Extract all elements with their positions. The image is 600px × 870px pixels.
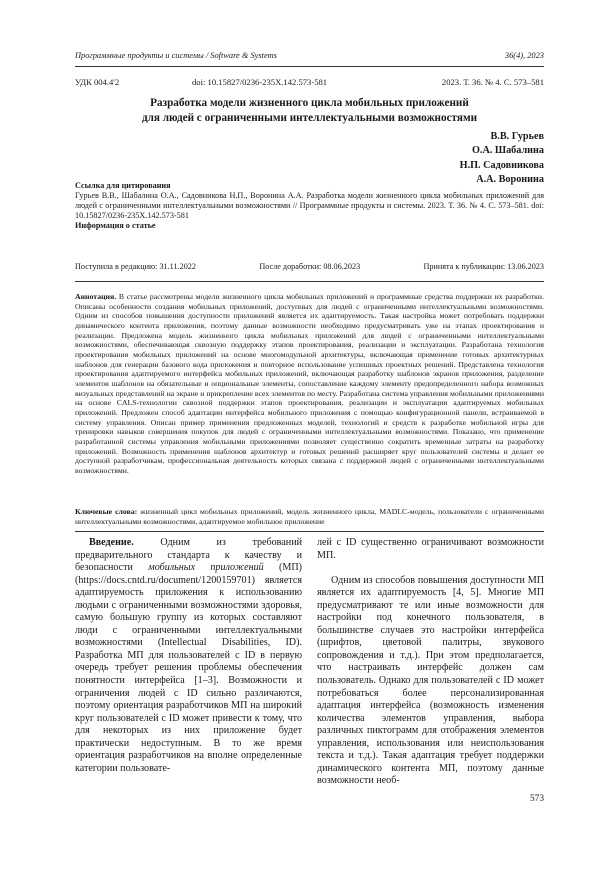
author-list xyxy=(460,130,544,188)
abstract xyxy=(75,292,544,476)
intro-italic-term: мобильных приложений xyxy=(148,562,264,574)
paragraph-continued: лей с ID существенно ограничивают возможности МП. xyxy=(317,537,544,561)
article-dates xyxy=(75,262,544,271)
keywords-text: жизненный цикл мобильных приложений, модель жизненного цикла, MADLC-модель, пользователи с ограниченными интеллектуальными возможностями, адаптируемое мобильное приложение xyxy=(75,507,544,526)
paragraph: Одним из способов повышения доступности МП является их адаптируемость [4, 5]. Многие МП предусматривают те или иные возможности для настройки под конечного пользователя, в большинстве случаев это настройки интерфейса (шрифтов, цветовой палитры, звукового сопровождения и т.д.). При этом предполагается, что настраивать интерфейс должен сам пользователь. Однако для пользователей с ID может потребоваться более персонализированная адаптация интерфейса (возможность изменения количества элементов управления, выбора различных пиктограмм для отображения элементов управления, использования или неиспользования текста и т.д.). Такая адаптация требует поддержки динамического контента МП, поэтому данные возможности необ- xyxy=(317,574,544,787)
author: О.А. Шабалина xyxy=(471,145,544,157)
citation-block xyxy=(75,181,544,231)
received-date: Поступила в редакцию: 31.11.2022 xyxy=(75,262,196,271)
author: Н.П. Садовникова xyxy=(459,159,544,171)
udk-code: УДК 004.4'2 xyxy=(75,77,120,87)
accepted-date: Принята к публикации: 13.06.2023 xyxy=(423,262,544,271)
intro-heading: Введение. xyxy=(89,537,134,548)
abstract-heading: Аннотация. xyxy=(75,292,117,301)
author: А.А. Воронина xyxy=(476,174,544,186)
abstract-text: В статье рассмотрены модели жизненного цикла мобильных приложений и программные средства поддержки их разработки. Описаны особенности создания мобильных приложений, доступных для людей с ограниченными интеллектуальными возможностями. Одним из способов повышения доступности приложений является их адаптируемость. Такая настройка может потребовать поддержки динамического контента приложения, поэтому данные возможности необходимо предусматривать уже на этапах проектирования и реализации. Предложена модель жизненного цикла мобильных приложений для людей с ограниченными интеллектуальными возможностями, обеспечивающая сквозную поддержку этапов проектирования, реализации и эксплуатации. Разработана технология проектирования мобильных приложений на основе многомодульной архитектуры, включающая применение готовых архитектурных шаблонов для генерации базового кода приложения и повторное использование успешных проектных решений. Представлена технология проектирования адаптируемого интерфейса мобильных приложений, включающая разработку шаблонов экранов приложения, разделение элементов шаблонов на обязательные и опциональные элементы, сопоставление каждому элементу предопределенного набора возможных визуальных представлений на экране и прикрепление всех элементов по месту. Разработана система управления мобильными приложениями на основе CALS-технологии сквозной поддержки этапов проектирования, реализации и эксплуатации адаптируемых мобильных приложений. Предложен способ адаптации интерфейса мобильного приложения с помощью конфигурационной панели, встраиваемой в систему управления. Описан пример применения предложенных моделей, технологий и средств к разработке мобильной игры для тренировки навыков совершения покупок для людей с ограниченными интеллектуальными возможностями. Показано, что применение разработанной системы управления мобильными приложениями позволяет существенно сократить временные затраты на разработку приложений. Возможность применения шаблонов архитектур и готовых решений расширяет круг пользователей системы и делает ее доступной разработчикам, профессиональная деятельность которых связана с поддержкой людей с ограниченными интеллектуальными возможностями. xyxy=(75,292,544,476)
volume-line: 2023. Т. 36. № 4. С. 573–581 xyxy=(441,77,544,87)
citation-text: Гурьев В.В., Шабалина О.А., Садовникова Н.П., Воронина А.А. Разработка модели жизненного цикла мобильных приложений для людей с ограниченными интеллектуальными возможностями // Программные продукты и системы. 2023. Т. 36. № 4. С. 573–581. doi: 10.15827/0236-235X.142.573-581 xyxy=(75,191,544,221)
journal-issue: 36(4), 2023 xyxy=(504,51,544,60)
revised-date: После доработки: 08.06.2023 xyxy=(259,262,361,271)
article-title xyxy=(75,96,544,125)
citation-heading: Ссылка для цитирования xyxy=(75,181,171,190)
journal-name: Программные продукты и системы / Software & Systems xyxy=(75,51,277,60)
body-column-left xyxy=(75,537,302,775)
keywords-heading: Ключевые слова: xyxy=(75,507,138,516)
body-column-right xyxy=(317,537,544,788)
doi-line: doi: 10.15827/0236-235X.142.573-581 xyxy=(192,77,328,87)
article-info-heading: Информация о статье xyxy=(75,221,156,231)
keywords-rule xyxy=(75,531,544,532)
page-number: 573 xyxy=(529,794,544,804)
header-rule xyxy=(75,66,544,67)
info-rule xyxy=(75,281,544,282)
keywords xyxy=(75,507,544,526)
intro-text-2: (МП) (https://docs.cntd.ru/document/1200159701) является адаптируемость приложения к использованию людьми с ограниченными возможностями здоровья, самую большую группу из которых составляют люди с ограниченными интеллектуальными возможностями (Intellectual Disabilities, ID). Разработка МП для пользователей с ID в первую очередь требует решения проблемы обеспечения понятности интерфейса [1–3]. Возможности и ограничения людей с ID сильно различаются, поэтому ориентация разработчиков МП на широкий круг пользователей с ID может привести к тому, что для некоторых из них приложение будет практически недоступным. В то же время ориентация разработчиков на вполне определенные категории пользовате- xyxy=(75,562,303,774)
author: В.В. Гурьев xyxy=(490,131,544,142)
title-line-2: для людей с ограниченными интеллектуальными возможностями xyxy=(141,111,478,124)
intro-text-1: Одним из требований предварительного стандарта к качеству и безопасности xyxy=(75,537,303,574)
title-line-1: Разработка модели жизненного цикла мобильных приложений xyxy=(150,97,469,109)
